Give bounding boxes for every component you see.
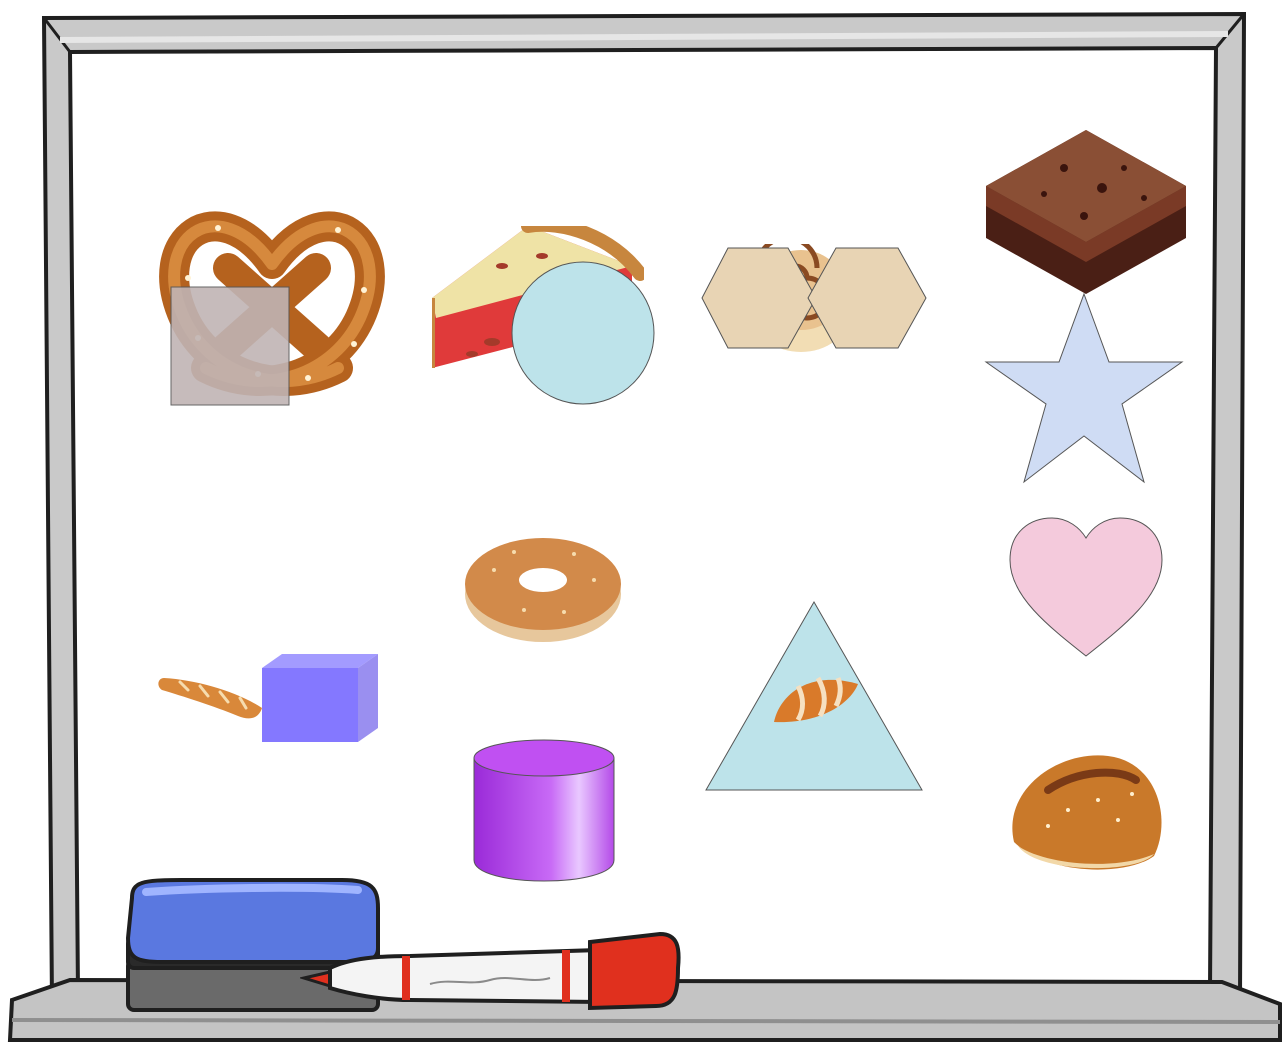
heart-shape[interactable] [1008,516,1164,658]
circle-shape[interactable] [510,260,656,406]
baguette-icon[interactable] [158,668,268,722]
bread-roll-icon[interactable] [1008,750,1164,874]
brownie-icon[interactable] [984,128,1188,296]
cube-shape[interactable] [260,652,380,744]
bagel-icon[interactable] [464,530,622,644]
triangle-shape[interactable] [704,600,924,792]
square-shape[interactable] [170,286,290,406]
cylinder-shape[interactable] [470,738,618,882]
hexagon-shapes[interactable] [700,246,930,352]
marker-icon[interactable] [300,928,684,1014]
star-shape[interactable] [984,292,1184,486]
